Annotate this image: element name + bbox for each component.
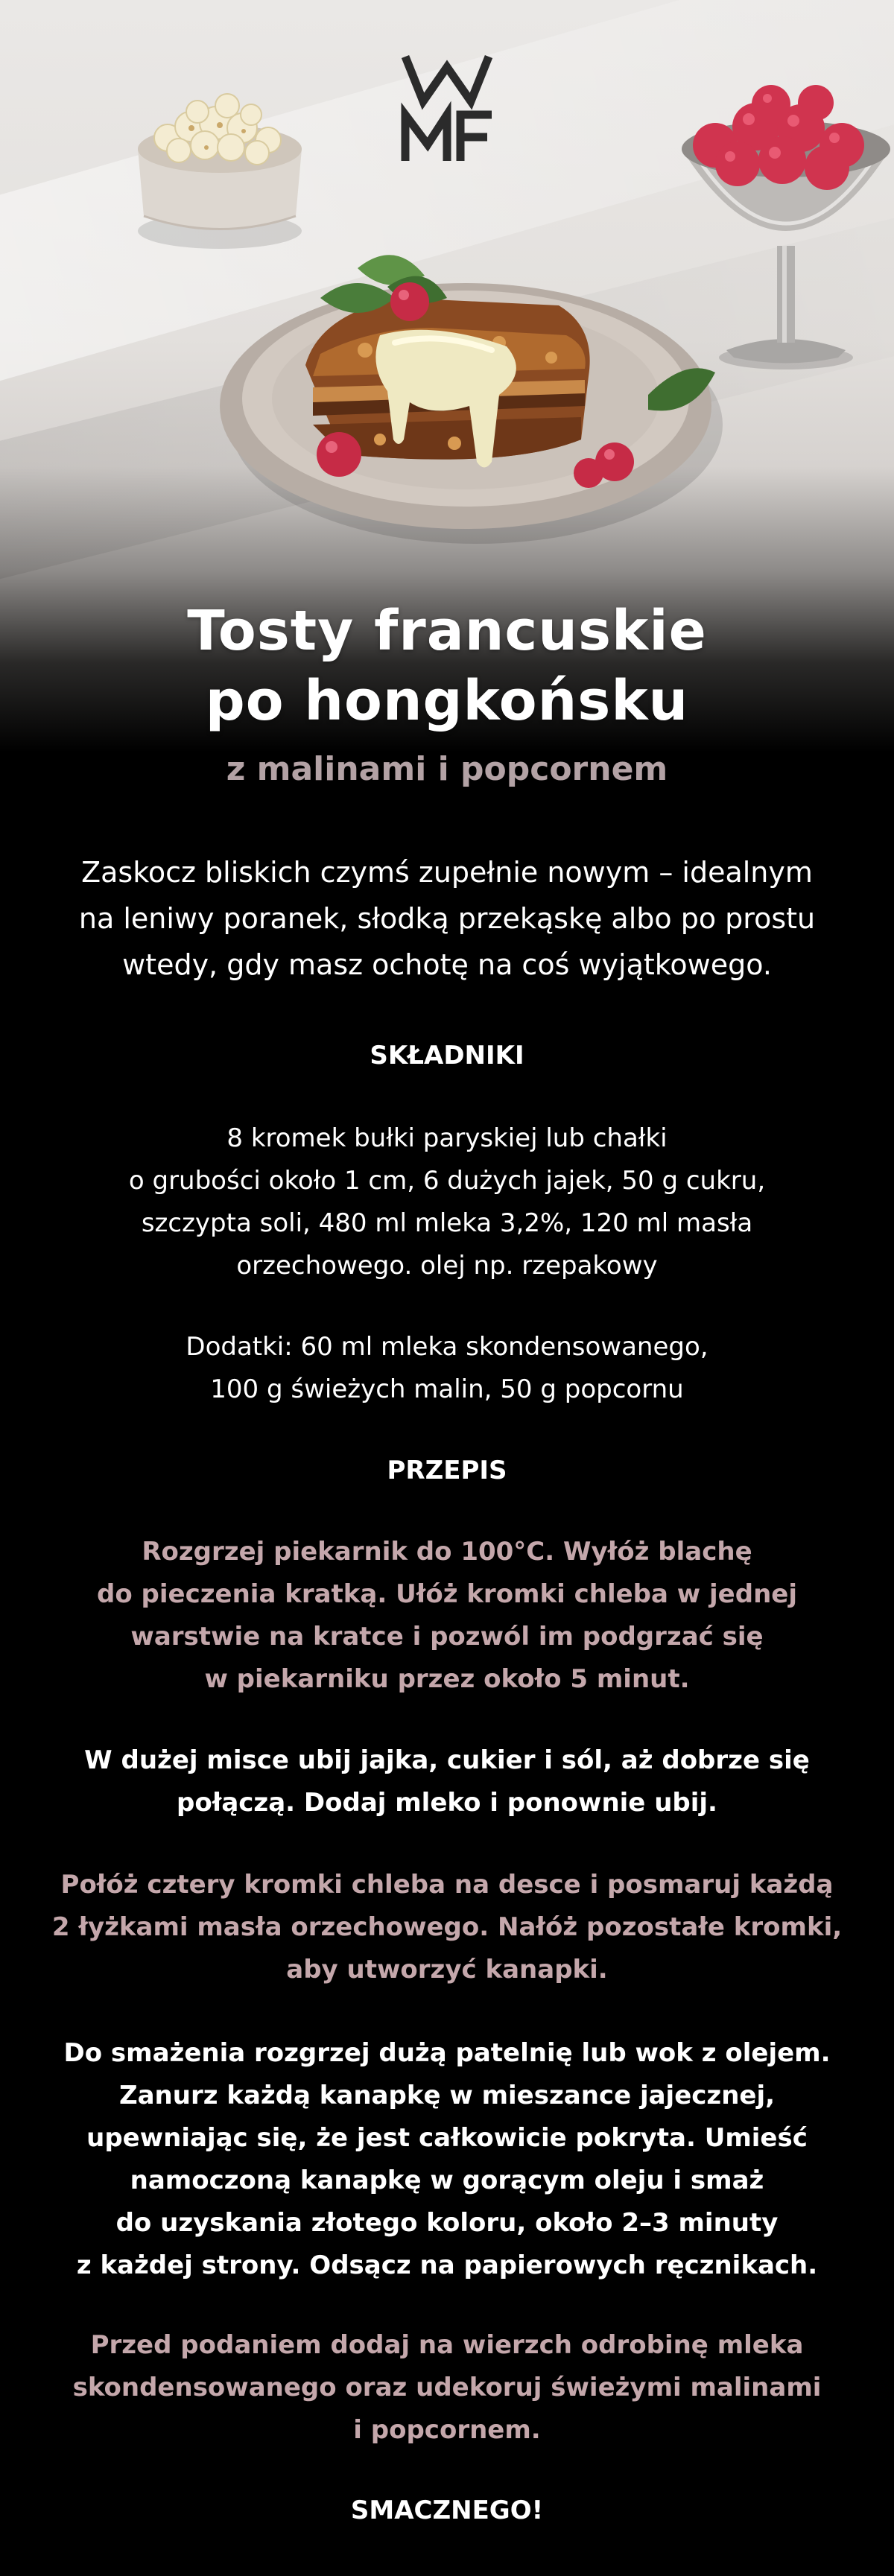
recipe-subtitle: z malinami i popcornem: [226, 750, 668, 788]
step-line: aby utworzyć kanapki.: [286, 1955, 608, 1985]
closing-text: SMACZNEGO!: [350, 2496, 544, 2525]
ingredients-list: [0, 1117, 894, 1287]
step-line: 2 łyżkami masła orzechowego. Nałóż pozostałe kromki,: [51, 1912, 843, 1942]
title-line-1: Tosty francuskie: [187, 599, 707, 663]
step-line: i popcornem.: [353, 2415, 541, 2445]
recipe-step-3: [0, 1864, 894, 1991]
step-line: Do smażenia rozgrzej dużą patelnię lub wok z olejem.: [63, 2038, 831, 2068]
ingredient-line: orzechowego. olej np. rzepakowy: [236, 1251, 658, 1281]
step-line: do pieczenia kratką. Ułóż kromki chleba w jednej: [97, 1579, 797, 1609]
intro-line: na leniwy poranek, słodką przekąskę albo po prostu: [78, 902, 816, 935]
extras-line: 100 g świeżych malin, 50 g popcornu: [210, 1374, 684, 1404]
step-line: połączą. Dodaj mleko i ponownie ubij.: [177, 1788, 717, 1818]
recipe-step-2: [0, 1739, 894, 1824]
recipe-step-5: [0, 2324, 894, 2452]
method-heading: PRZEPIS: [387, 1456, 507, 1485]
step-line: namoczoną kanapkę w gorącym oleju i smaż: [130, 2166, 764, 2195]
step-line: W dużej misce ubij jajka, cukier i sól, aż dobrze się: [84, 1745, 810, 1775]
recipe-intro: [0, 849, 894, 988]
intro-line: Zaskocz bliskich czymś zupełnie nowym – idealnym: [81, 856, 813, 889]
ingredient-line: o grubości około 1 cm, 6 dużych jajek, 50 g cukru,: [128, 1166, 766, 1196]
step-line: do uzyskania złotego koloru, około 2–3 minuty: [115, 2208, 779, 2238]
recipe-step-1: [0, 1531, 894, 1701]
step-line: skondensowanego oraz udekoruj świeżymi malinami: [72, 2373, 822, 2402]
ingredients-heading: SKŁADNIKI: [370, 1041, 524, 1070]
step-line: Połóż cztery kromki chleba na desce i posmaruj każdą: [60, 1870, 834, 1900]
extras-list: [0, 1326, 894, 1411]
wmf-logo: [399, 52, 495, 164]
french-toast-plate-image: [209, 216, 730, 559]
intro-line: wtedy, gdy masz ochotę na coś wyjątkowego.: [122, 948, 772, 981]
ingredient-line: 8 kromek bułki paryskiej lub chałki: [226, 1123, 668, 1153]
step-line: z każdej strony. Odsącz na papierowych ręcznikach.: [76, 2250, 818, 2280]
recipe-step-4: [0, 2032, 894, 2287]
step-line: Rozgrzej piekarnik do 100°C. Wyłóż blachę: [142, 1537, 752, 1567]
step-line: warstwie na kratce i pozwól im podgrzać się: [130, 1622, 764, 1652]
step-line: Przed podaniem dodaj na wierzch odrobinę mleka: [90, 2330, 804, 2360]
extras-line: Dodatki: 60 ml mleka skondensowanego,: [186, 1332, 708, 1362]
title-line-2: po hongkońsku: [205, 669, 689, 733]
step-line: upewniając się, że jest całkowicie pokryta. Umieść: [86, 2123, 808, 2153]
recipe-title: [0, 596, 894, 736]
step-line: Zanurz każdą kanapkę w mieszance jajecznej,: [118, 2081, 776, 2110]
ingredient-line: szczypta soli, 480 ml mleka 3,2%, 120 ml masła: [141, 1208, 753, 1238]
step-line: w piekarniku przez około 5 minut.: [204, 1664, 690, 1694]
